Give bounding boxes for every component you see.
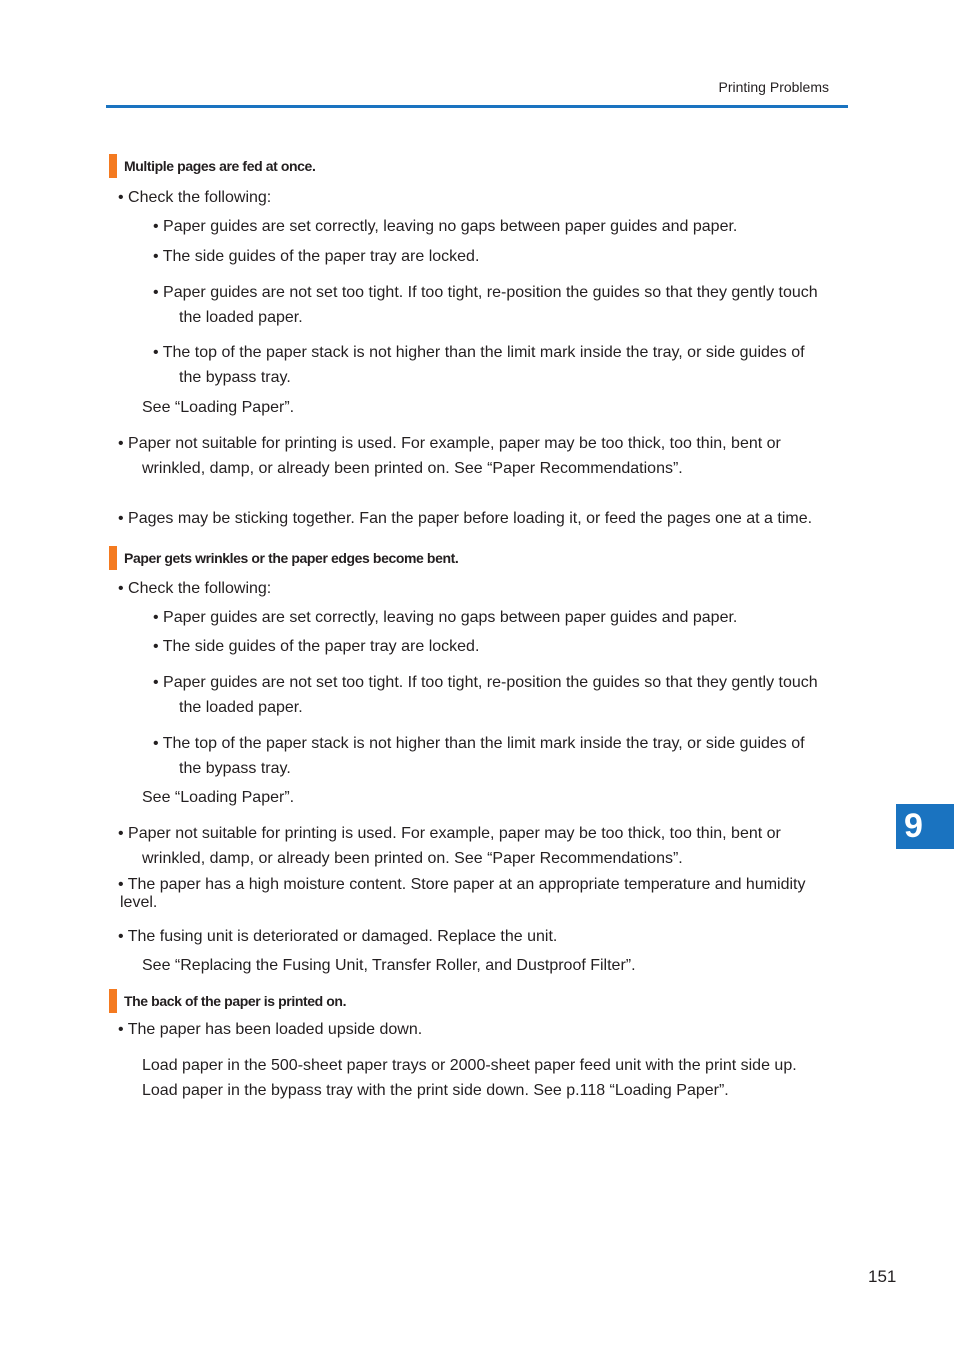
running-header: Printing Problems [718, 79, 829, 95]
bullet: • Paper not suitable for printing is used. For example, paper may be too thick, too thin, bent or [118, 825, 781, 842]
sub-bullet-cont: the loaded paper. [179, 699, 303, 716]
section-marker [109, 154, 117, 178]
bullet-cont: level. [120, 894, 158, 911]
instruction-line: Load paper in the 500-sheet paper trays or 2000-sheet paper feed unit with the print side up. [142, 1057, 797, 1074]
header-rule [106, 105, 848, 108]
sub-bullet-cont: the bypass tray. [179, 369, 291, 386]
see-reference: See “Loading Paper”. [142, 399, 295, 416]
bullet-check: • Check the following: [118, 189, 272, 206]
see-reference: See “Loading Paper”. [142, 789, 295, 806]
sub-bullet-cont: the bypass tray. [179, 760, 291, 777]
section-title: The back of the paper is printed on. [124, 993, 347, 1009]
page-number: 151 [868, 1267, 897, 1286]
sub-bullet: • The side guides of the paper tray are locked. [153, 248, 480, 265]
bullet: • The paper has been loaded upside down. [118, 1021, 423, 1038]
bullet-cont: wrinkled, damp, or already been printed on. See “Paper Recommendations”. [142, 460, 683, 477]
section-title: Paper gets wrinkles or the paper edges become bent. [124, 550, 459, 566]
sub-bullet: • The side guides of the paper tray are locked. [153, 638, 480, 655]
bullet: • The fusing unit is deteriorated or damaged. Replace the unit. [118, 928, 558, 945]
instruction-line: Load paper in the bypass tray with the print side down. See p.118 “Loading Paper”. [142, 1082, 729, 1099]
bullet-cont: wrinkled, damp, or already been printed on. See “Paper Recommendations”. [142, 850, 683, 867]
sub-bullet: • Paper guides are not set too tight. If too tight, re-position the guides so that they gently touch [153, 674, 818, 691]
bullet: • The paper has a high moisture content. Store paper at an appropriate temperature and humidity [118, 876, 806, 893]
bullet: • Paper not suitable for printing is used. For example, paper may be too thick, too thin, bent or [118, 435, 781, 452]
chapter-tab: 9 [896, 804, 954, 849]
sub-bullet-cont: the loaded paper. [179, 309, 303, 326]
bullet: • Pages may be sticking together. Fan the paper before loading it, or feed the pages one at a time. [118, 510, 813, 527]
section-marker [109, 989, 117, 1013]
sub-bullet: • Paper guides are not set too tight. If too tight, re-position the guides so that they gently touch [153, 284, 818, 301]
bullet-check: • Check the following: [118, 580, 272, 597]
section-marker [109, 546, 117, 570]
sub-bullet: • The top of the paper stack is not higher than the limit mark inside the tray, or side guides of [153, 735, 805, 752]
sub-bullet: • Paper guides are set correctly, leaving no gaps between paper guides and paper. [153, 218, 738, 235]
sub-bullet: • Paper guides are set correctly, leaving no gaps between paper guides and paper. [153, 609, 738, 626]
section-title: Multiple pages are fed at once. [124, 158, 316, 174]
sub-bullet: • The top of the paper stack is not higher than the limit mark inside the tray, or side guides of [153, 344, 805, 361]
see-reference: See “Replacing the Fusing Unit, Transfer Roller, and Dustproof Filter”. [142, 957, 636, 974]
